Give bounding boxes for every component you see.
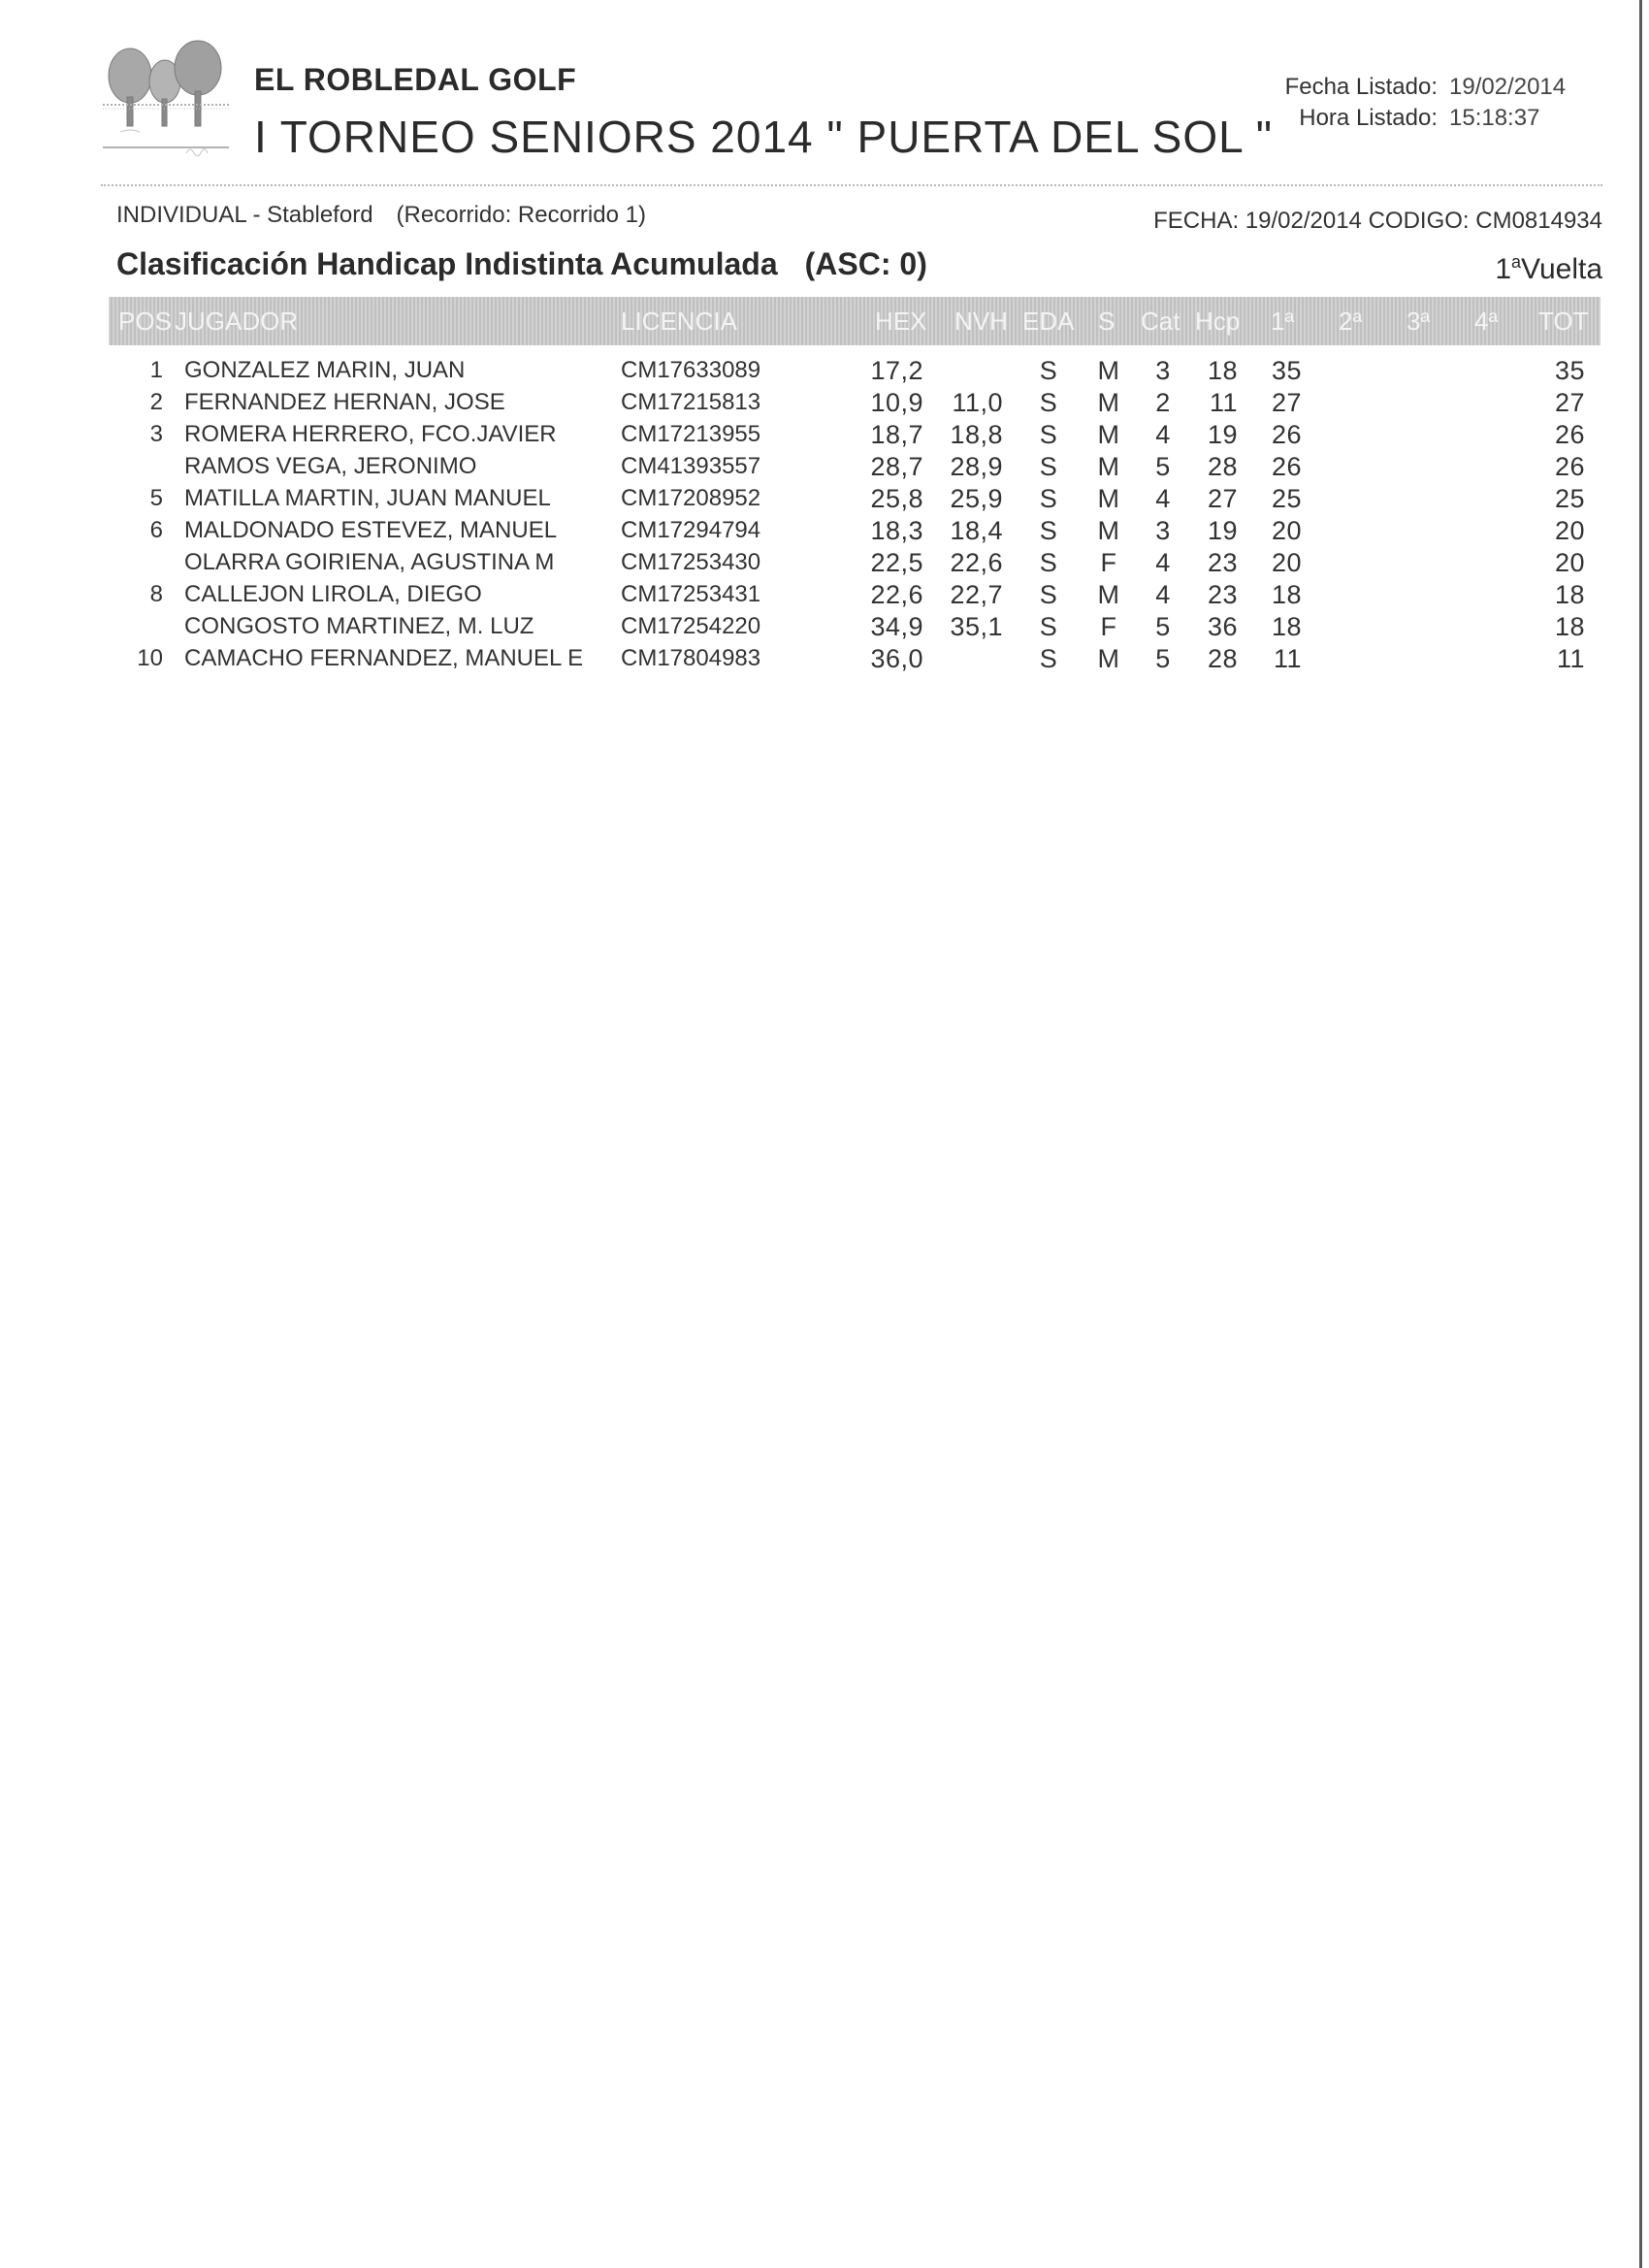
- category-cell: 4: [1155, 548, 1171, 577]
- player-name-cell: CAMACHO FERNANDEZ, MANUEL E: [184, 645, 584, 671]
- sex-cell: M: [1097, 388, 1120, 417]
- hex-cell: 17,2: [870, 356, 923, 385]
- table-header: [109, 297, 1600, 345]
- age-category-cell: S: [1039, 516, 1058, 545]
- sex-cell: M: [1097, 516, 1120, 545]
- handicap-cell: 18: [1207, 356, 1238, 385]
- hex-cell: 18,7: [870, 420, 923, 449]
- pos-cell: 8: [149, 581, 163, 607]
- col-round-2: 2ª: [1339, 307, 1363, 336]
- nvh-cell: 25,9: [950, 484, 1003, 513]
- col-cat: Cat: [1141, 307, 1180, 336]
- category-cell: 3: [1155, 356, 1171, 385]
- category-cell: 4: [1155, 580, 1171, 609]
- fecha-listado-value: 19/02/2014: [1449, 74, 1567, 100]
- handicap-cell: 19: [1207, 516, 1238, 545]
- handicap-cell: 28: [1207, 644, 1238, 673]
- total-cell: 26: [1554, 452, 1585, 481]
- licence-cell: CM17208952: [621, 485, 761, 511]
- pos-cell: 6: [149, 517, 163, 543]
- col-sex: S: [1098, 307, 1116, 336]
- listing-meta: [1255, 72, 1604, 134]
- handicap-cell: 19: [1207, 420, 1238, 449]
- category-cell: 5: [1155, 612, 1171, 641]
- round-1-cell: 25: [1271, 484, 1302, 513]
- pos-cell: 10: [137, 645, 163, 671]
- club-name: EL ROBLEDAL GOLF: [254, 62, 577, 97]
- col-hcp: Hcp: [1195, 307, 1241, 336]
- pos-cell: 1: [149, 357, 163, 383]
- player-name-cell: GONZALEZ MARIN, JUAN: [184, 357, 466, 383]
- age-category-cell: S: [1039, 388, 1058, 417]
- age-category-cell: S: [1039, 484, 1058, 513]
- round-1-cell: 11: [1273, 644, 1302, 673]
- licence-cell: CM17253430: [621, 549, 761, 575]
- classification-title: Clasificación Handicap Indistinta Acumulada: [116, 246, 778, 281]
- sex-cell: M: [1097, 452, 1120, 481]
- table-row: [0, 547, 1649, 578]
- hex-cell: 25,8: [870, 484, 923, 513]
- round-1-cell: 27: [1271, 388, 1302, 417]
- round-1-cell: 26: [1271, 420, 1302, 449]
- player-name-cell: CONGOSTO MARTINEZ, M. LUZ: [184, 613, 534, 639]
- round-word: Vuelta: [1521, 253, 1602, 285]
- category-cell: 5: [1155, 452, 1171, 481]
- handicap-cell: 23: [1207, 548, 1238, 577]
- total-cell: 35: [1554, 356, 1585, 385]
- hex-cell: 10,9: [870, 388, 923, 417]
- format-label: INDIVIDUAL - Stableford: [116, 202, 373, 228]
- hex-cell: 22,6: [870, 580, 923, 609]
- round-1-cell: 35: [1271, 356, 1302, 385]
- col-total: TOT: [1538, 307, 1589, 336]
- hex-cell: 28,7: [870, 452, 923, 481]
- total-cell: 27: [1554, 388, 1585, 417]
- tournament-title: I TORNEO SENIORS 2014 " PUERTA DEL SOL ": [254, 112, 1274, 162]
- asc-value: (ASC: 0): [804, 246, 927, 281]
- hex-cell: 22,5: [870, 548, 923, 577]
- player-name-cell: CALLEJON LIROLA, DIEGO: [184, 581, 482, 607]
- recorrido-label: (Recorrido: Recorrido 1): [396, 202, 646, 228]
- player-name-cell: MALDONADO ESTEVEZ, MANUEL: [184, 517, 558, 543]
- sex-cell: M: [1097, 580, 1120, 609]
- table-row: [0, 643, 1649, 674]
- category-cell: 2: [1155, 388, 1171, 417]
- sex-cell: M: [1097, 356, 1120, 385]
- total-cell: 18: [1554, 580, 1585, 609]
- nvh-cell: 22,7: [950, 580, 1003, 609]
- col-round-1: 1ª: [1271, 307, 1295, 336]
- col-hex: HEX: [875, 307, 927, 336]
- sex-cell: F: [1100, 548, 1117, 577]
- licence-cell: CM17294794: [621, 517, 761, 543]
- licence-cell: CM17215813: [621, 389, 761, 415]
- total-cell: 26: [1554, 420, 1585, 449]
- table-row: [0, 355, 1649, 386]
- sex-cell: M: [1097, 484, 1120, 513]
- classification-title-row: [116, 246, 927, 282]
- round-number: 1: [1495, 253, 1512, 285]
- table-row: [0, 515, 1649, 546]
- category-cell: 3: [1155, 516, 1171, 545]
- total-cell: 18: [1554, 612, 1585, 641]
- sex-cell: M: [1097, 644, 1120, 673]
- handicap-cell: 28: [1207, 452, 1238, 481]
- page-edge: [1639, 0, 1642, 2268]
- age-category-cell: S: [1039, 612, 1058, 641]
- competition-format: [116, 202, 646, 229]
- licence-cell: CM17254220: [621, 613, 761, 639]
- player-name-cell: RAMOS VEGA, JERONIMO: [184, 453, 477, 479]
- licence-cell: CM41393557: [621, 453, 761, 479]
- licence-cell: CM17213955: [621, 421, 761, 447]
- round-1-cell: 26: [1271, 452, 1302, 481]
- hora-listado-label: Hora Listado:: [1299, 105, 1438, 131]
- table-row: [0, 419, 1649, 450]
- col-eda: EDA: [1022, 307, 1075, 336]
- pos-cell: 5: [149, 485, 163, 511]
- player-name-cell: MATILLA MARTIN, JUAN MANUEL: [184, 485, 551, 511]
- handicap-cell: 11: [1209, 388, 1238, 417]
- nvh-cell: 18,8: [950, 420, 1003, 449]
- licence-cell: CM17804983: [621, 645, 761, 671]
- fecha-listado-row: [1255, 72, 1604, 103]
- table-row: [0, 611, 1649, 642]
- total-cell: 20: [1554, 548, 1585, 577]
- col-jugador: JUGADOR: [175, 307, 299, 336]
- col-pos: POS: [118, 307, 172, 336]
- hex-cell: 34,9: [870, 612, 923, 641]
- category-cell: 4: [1155, 420, 1171, 449]
- age-category-cell: S: [1039, 548, 1058, 577]
- handicap-cell: 27: [1207, 484, 1238, 513]
- round-1-cell: 18: [1271, 612, 1302, 641]
- header-divider: [101, 184, 1602, 186]
- hora-listado-value: 15:18:37: [1449, 105, 1540, 131]
- hex-cell: 36,0: [870, 644, 923, 673]
- nvh-cell: 28,9: [950, 452, 1003, 481]
- table-row: [0, 387, 1649, 418]
- nvh-cell: 18,4: [950, 516, 1003, 545]
- hora-listado-row: [1255, 103, 1604, 134]
- total-cell: 11: [1556, 644, 1585, 673]
- age-category-cell: S: [1039, 580, 1058, 609]
- round-label: [1358, 252, 1602, 286]
- trees-logo-icon: [101, 39, 233, 167]
- col-nvh: NVH: [954, 307, 1008, 336]
- col-licencia: LICENCIA: [621, 307, 737, 336]
- category-cell: 4: [1155, 484, 1171, 513]
- col-round-3: 3ª: [1406, 307, 1431, 336]
- age-category-cell: S: [1039, 644, 1058, 673]
- licence-cell: CM17633089: [621, 357, 761, 383]
- nvh-cell: 35,1: [950, 612, 1003, 641]
- round-1-cell: 20: [1271, 516, 1302, 545]
- player-name-cell: ROMERA HERRERO, FCO.JAVIER: [184, 421, 557, 447]
- sex-cell: M: [1097, 420, 1120, 449]
- nvh-cell: 11,0: [952, 388, 1003, 417]
- pos-cell: 3: [149, 421, 163, 447]
- round-1-cell: 18: [1271, 580, 1302, 609]
- licence-cell: CM17253431: [621, 581, 761, 607]
- table-row: [0, 451, 1649, 482]
- age-category-cell: S: [1039, 452, 1058, 481]
- nvh-cell: 22,6: [950, 548, 1003, 577]
- age-category-cell: S: [1039, 420, 1058, 449]
- round-ordinal: a: [1511, 252, 1522, 272]
- pos-cell: 2: [149, 389, 163, 415]
- hex-cell: 18,3: [870, 516, 923, 545]
- fecha-codigo: FECHA: 19/02/2014 CODIGO: CM0814934: [1153, 208, 1602, 234]
- player-name-cell: OLARRA GOIRIENA, AGUSTINA M: [184, 549, 555, 575]
- total-cell: 20: [1554, 516, 1585, 545]
- category-cell: 5: [1155, 644, 1171, 673]
- age-category-cell: S: [1039, 356, 1058, 385]
- table-row: [0, 483, 1649, 514]
- handicap-cell: 23: [1207, 580, 1238, 609]
- col-round-4: 4ª: [1474, 307, 1499, 336]
- round-1-cell: 20: [1271, 548, 1302, 577]
- handicap-cell: 36: [1207, 612, 1238, 641]
- total-cell: 25: [1554, 484, 1585, 513]
- sex-cell: F: [1100, 612, 1117, 641]
- fecha-listado-label: Fecha Listado:: [1284, 74, 1438, 100]
- player-name-cell: FERNANDEZ HERNAN, JOSE: [184, 389, 505, 415]
- table-row: [0, 579, 1649, 610]
